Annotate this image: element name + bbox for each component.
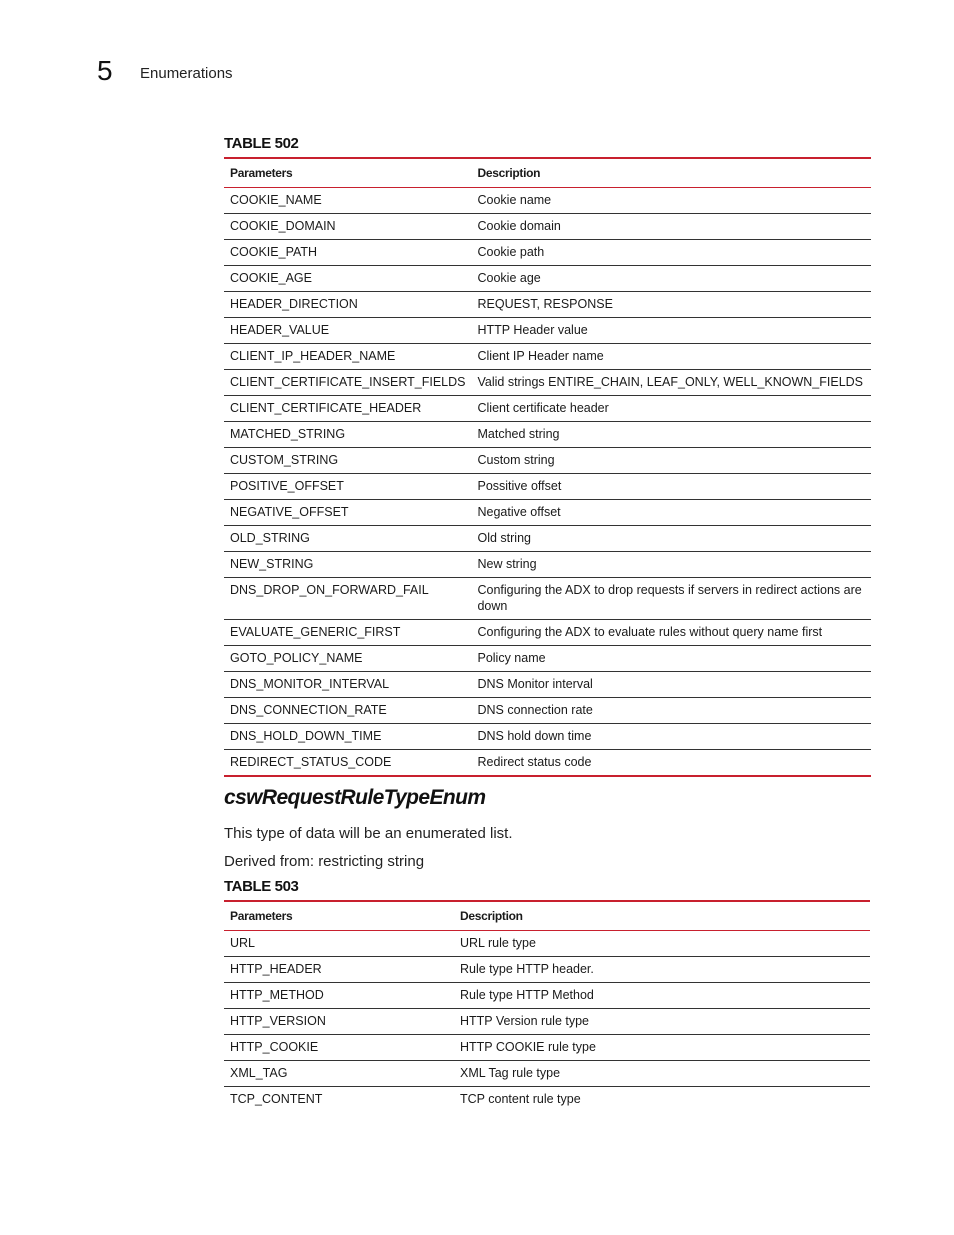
parameter-cell: COOKIE_NAME — [224, 188, 471, 214]
table-502-body — [224, 188, 871, 777]
table-row — [224, 620, 871, 646]
table-row — [224, 474, 871, 500]
description-cell: DNS Monitor interval — [471, 672, 871, 698]
description-cell: Rule type HTTP header. — [454, 957, 870, 983]
description-cell: REQUEST, RESPONSE — [471, 292, 871, 318]
description-cell: DNS hold down time — [471, 724, 871, 750]
parameter-cell: NEGATIVE_OFFSET — [224, 500, 471, 526]
table-row — [224, 500, 871, 526]
table-header-row — [224, 158, 871, 188]
parameter-cell: COOKIE_PATH — [224, 240, 471, 266]
parameter-cell: NEW_STRING — [224, 552, 471, 578]
parameter-cell: HTTP_COOKIE — [224, 1035, 454, 1061]
description-cell: Configuring the ADX to evaluate rules without query name first — [471, 620, 871, 646]
table-row — [224, 214, 871, 240]
parameter-cell: EVALUATE_GENERIC_FIRST — [224, 620, 471, 646]
table-header-row — [224, 901, 870, 931]
description-cell: Rule type HTTP Method — [454, 983, 870, 1009]
description-cell: Cookie domain — [471, 214, 871, 240]
table-row — [224, 396, 871, 422]
table-503-body — [224, 931, 870, 1113]
table-row — [224, 1087, 870, 1113]
parameter-cell: URL — [224, 931, 454, 957]
table-502-caption: TABLE 502 — [224, 135, 299, 152]
table-row — [224, 552, 871, 578]
parameter-cell: HEADER_DIRECTION — [224, 292, 471, 318]
table-row — [224, 292, 871, 318]
parameter-cell: REDIRECT_STATUS_CODE — [224, 750, 471, 777]
table-row — [224, 188, 871, 214]
description-cell: DNS connection rate — [471, 698, 871, 724]
parameter-cell: GOTO_POLICY_NAME — [224, 646, 471, 672]
table-row — [224, 750, 871, 777]
table-row — [224, 983, 870, 1009]
parameter-cell: DNS_CONNECTION_RATE — [224, 698, 471, 724]
parameter-cell: OLD_STRING — [224, 526, 471, 552]
parameter-cell: CUSTOM_STRING — [224, 448, 471, 474]
parameter-cell: DNS_MONITOR_INTERVAL — [224, 672, 471, 698]
description-cell: Client certificate header — [471, 396, 871, 422]
parameter-cell: HEADER_VALUE — [224, 318, 471, 344]
description-cell: XML Tag rule type — [454, 1061, 870, 1087]
description-cell: Valid strings ENTIRE_CHAIN, LEAF_ONLY, WELL_KNOWN_FIELDS — [471, 370, 871, 396]
description-cell: Redirect status code — [471, 750, 871, 777]
table-row — [224, 1035, 870, 1061]
column-header-description: Description — [454, 901, 870, 931]
description-cell: HTTP Version rule type — [454, 1009, 870, 1035]
parameter-cell: COOKIE_AGE — [224, 266, 471, 292]
parameter-cell: TCP_CONTENT — [230, 1092, 323, 1106]
table-row — [224, 318, 871, 344]
description-cell: New string — [471, 552, 871, 578]
description-cell: Custom string — [471, 448, 871, 474]
table-row — [224, 931, 870, 957]
description-cell: Client IP Header name — [471, 344, 871, 370]
parameter-cell: DNS_HOLD_DOWN_TIME — [224, 724, 471, 750]
column-header-parameters: Parameters — [224, 901, 454, 931]
table-row — [224, 578, 871, 620]
column-header-parameters: Parameters — [224, 158, 471, 188]
description-cell: Negative offset — [471, 500, 871, 526]
parameter-cell: MATCHED_STRING — [224, 422, 471, 448]
table-row — [224, 526, 871, 552]
table-row — [224, 672, 871, 698]
parameter-cell: XML_TAG — [224, 1061, 454, 1087]
description-cell: Cookie path — [471, 240, 871, 266]
parameter-cell: HTTP_VERSION — [224, 1009, 454, 1035]
table-row — [224, 1009, 870, 1035]
table-row — [224, 266, 871, 292]
table-row — [224, 957, 870, 983]
table-503-caption: TABLE 503 — [224, 878, 299, 895]
parameter-cell: CLIENT_CERTIFICATE_HEADER — [224, 396, 471, 422]
parameter-cell: CLIENT_CERTIFICATE_INSERT_FIELDS — [224, 370, 471, 396]
parameter-cell: CLIENT_IP_HEADER_NAME — [224, 344, 471, 370]
table-row — [224, 422, 871, 448]
column-header-description: Description — [471, 158, 871, 188]
description-cell: Possitive offset — [471, 474, 871, 500]
description-cell: HTTP Header value — [471, 318, 871, 344]
description-cell: HTTP COOKIE rule type — [454, 1035, 870, 1061]
table-row — [224, 240, 871, 266]
description-cell: Matched string — [471, 422, 871, 448]
table-row — [224, 448, 871, 474]
table-502 — [224, 157, 871, 777]
parameter-cell: HTTP_HEADER — [224, 957, 454, 983]
description-cell: Old string — [471, 526, 871, 552]
description-cell: Policy name — [471, 646, 871, 672]
table-row — [224, 1061, 870, 1087]
description-cell: Cookie name — [471, 188, 871, 214]
table-row — [224, 370, 871, 396]
description-cell: Configuring the ADX to drop requests if servers in redirect actions are down — [471, 578, 871, 620]
parameter-cell: POSITIVE_OFFSET — [224, 474, 471, 500]
description-cell: URL rule type — [454, 931, 870, 957]
section-description: This type of data will be an enumerated list. — [224, 825, 513, 842]
description-cell: TCP content rule type — [460, 1092, 581, 1106]
chapter-number: 5 — [97, 55, 113, 86]
table-503 — [224, 900, 870, 1112]
table-row — [224, 724, 871, 750]
derived-from-text: Derived from: restricting string — [224, 853, 425, 870]
table-row — [224, 698, 871, 724]
chapter-title: Enumerations — [140, 65, 233, 82]
section-heading: cswRequestRuleTypeEnum — [224, 786, 486, 809]
parameter-cell: HTTP_METHOD — [224, 983, 454, 1009]
parameter-cell: DNS_DROP_ON_FORWARD_FAIL — [224, 578, 471, 620]
table-row — [224, 344, 871, 370]
parameter-cell: COOKIE_DOMAIN — [224, 214, 471, 240]
table-row — [224, 646, 871, 672]
description-cell: Cookie age — [471, 266, 871, 292]
